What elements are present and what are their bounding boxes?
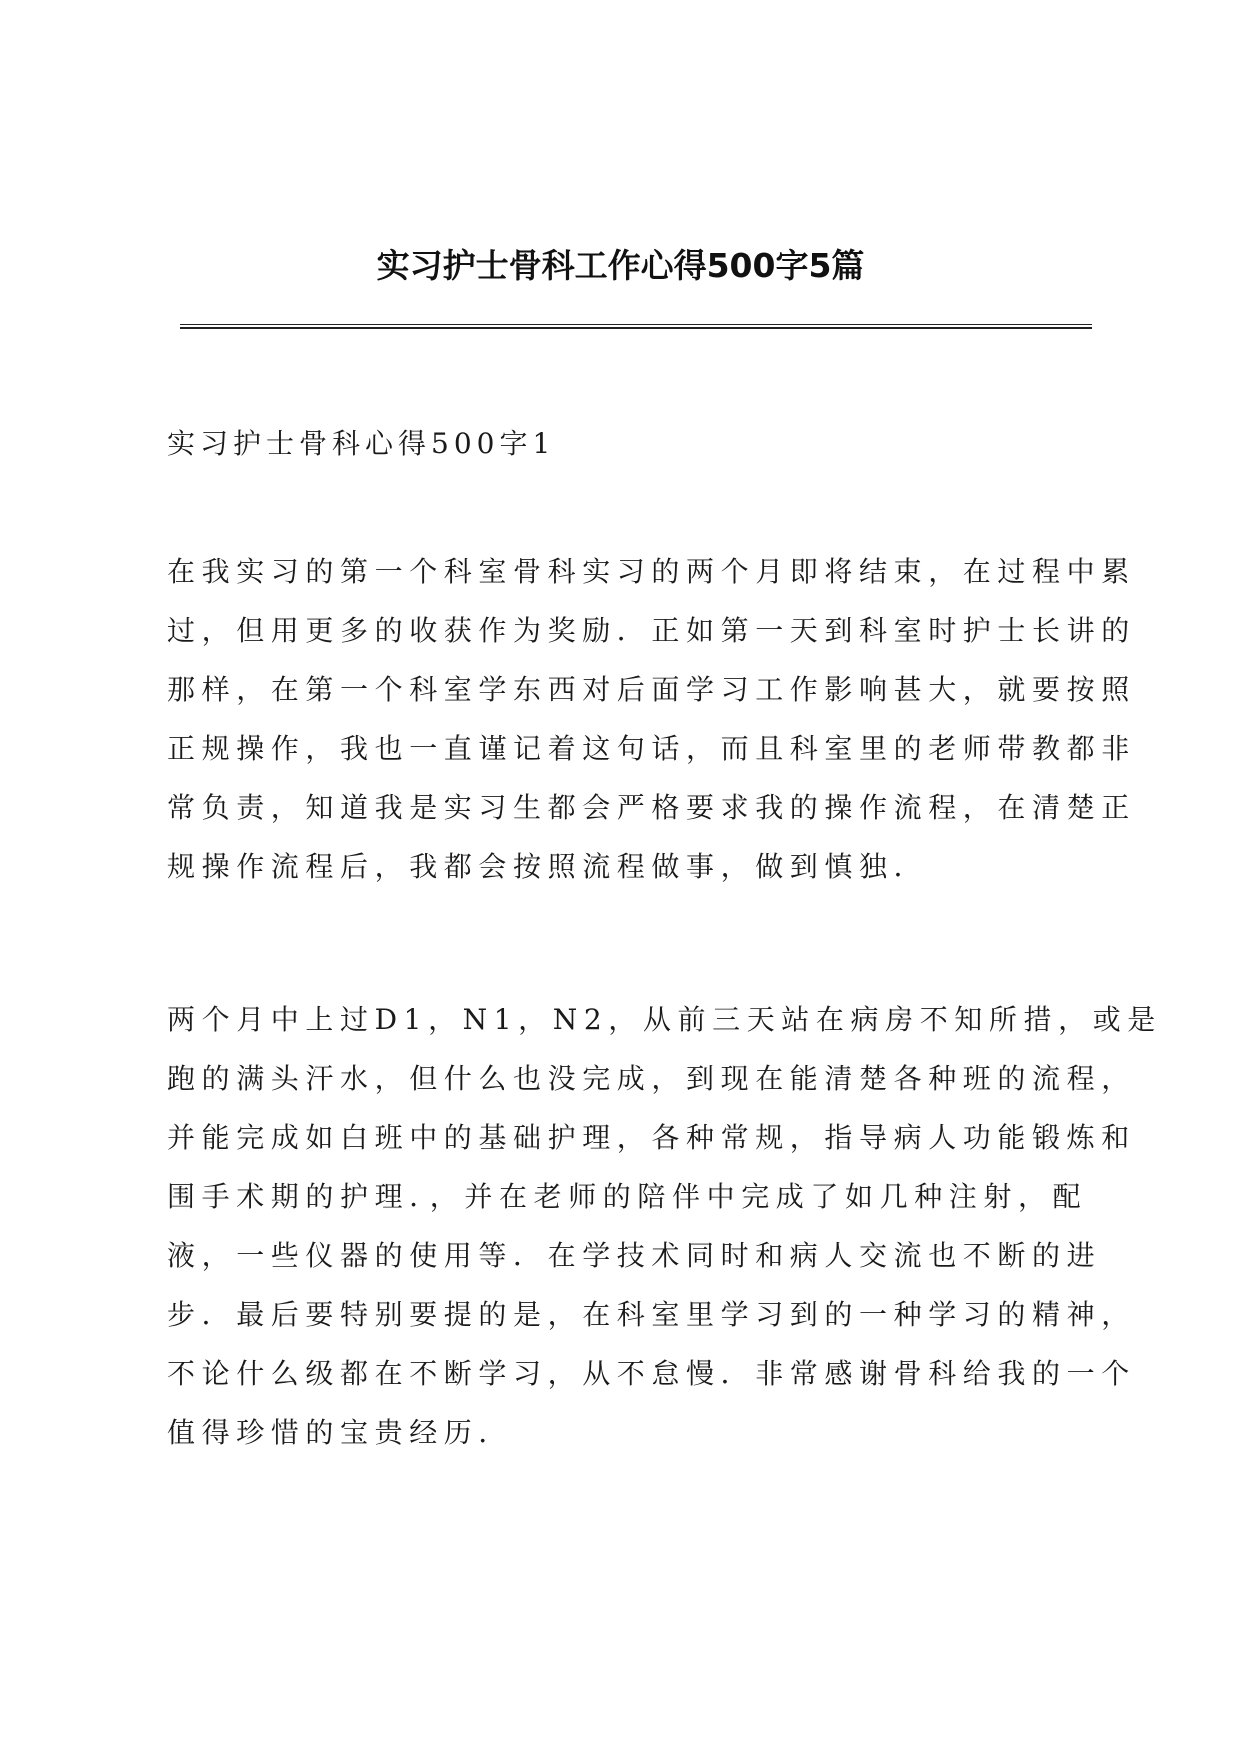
paragraph: [167, 990, 1162, 1462]
paragraph-line: 步．最后要特别要提的是，在科室里学习到的一种学习的精神，: [167, 1298, 1136, 1331]
section-heading: 实习护士骨科心得500字1: [167, 427, 556, 460]
paragraph-line: 液，一些仪器的使用等．在学技术同时和病人交流也不断的进: [167, 1239, 1102, 1272]
paragraph-line: 值得珍惜的宝贵经历．: [167, 1416, 514, 1449]
paragraph-line: 那样，在第一个科室学东西对后面学习工作影响甚大，就要按照: [167, 673, 1136, 706]
paragraph-line: 不论什么级都在不断学习，从不怠慢．非常感谢骨科给我的一个: [167, 1357, 1136, 1390]
paragraph: [167, 542, 1136, 896]
paragraph-line: 正规操作，我也一直谨记着这句话，而且科室里的老师带教都非: [167, 732, 1136, 765]
paragraph-line: 常负责，知道我是实习生都会严格要求我的操作流程，在清楚正: [167, 791, 1136, 824]
paragraph-line: 并能完成如白班中的基础护理，各种常规，指导病人功能锻炼和: [167, 1121, 1136, 1154]
paragraph-line: 两个月中上过D1，N1，N2，从前三天站在病房不知所措，或是: [167, 1003, 1162, 1036]
paragraph-line: 跑的满头汗水，但什么也没完成，到现在能清楚各种班的流程，: [167, 1062, 1136, 1095]
paragraph-line: 规操作流程后，我都会按照流程做事，做到慎独．: [167, 850, 929, 883]
paragraph-line: 过，但用更多的收获作为奖励．正如第一天到科室时护士长讲的: [167, 614, 1136, 647]
title-double-rule: [180, 324, 1092, 329]
paragraph-line: 围手术期的护理．，并在老师的陪伴中完成了如几种注射，配: [167, 1180, 1088, 1213]
paragraph-line: 在我实习的第一个科室骨科实习的两个月即将结束，在过程中累: [167, 555, 1136, 588]
document-title: 实习护士骨科工作心得500字5篇: [376, 246, 865, 285]
